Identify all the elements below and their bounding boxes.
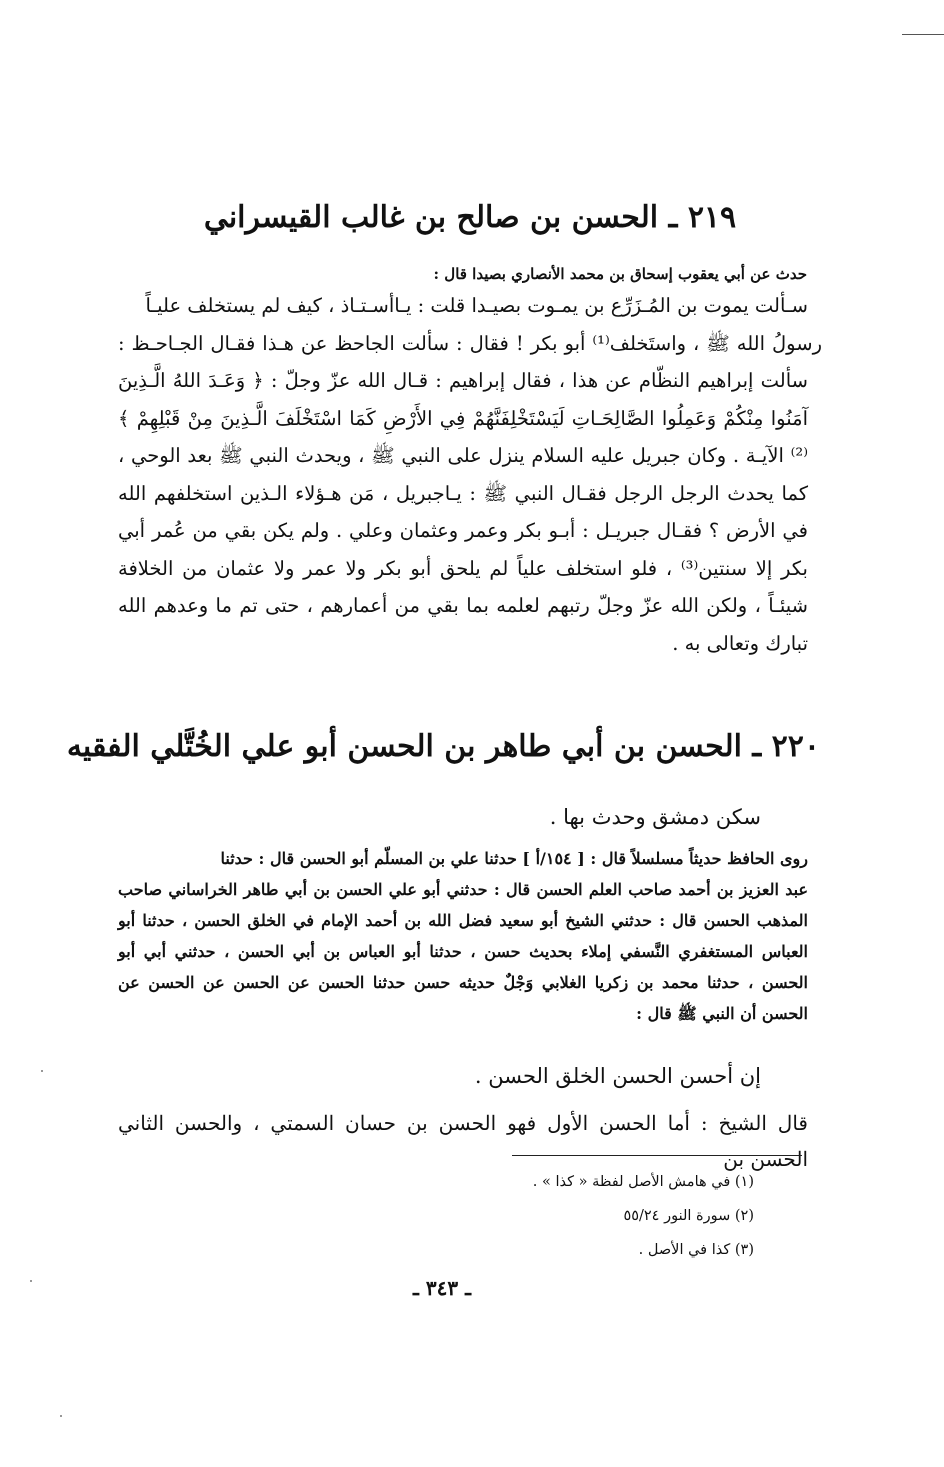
entry-219-paragraph: رسولُ الله ﷺ ، واستَخلف⁽¹⁾ أبو بكر ! فقال : سألت الجاحظ عن هـذا فقـال الجـاحـظ : سألت إبراهيم النظّام عن هذا ، فقال إبراهيم : قـال الله عزّ وجلّ : ﴿ وَعَـدَ اللهُ الَّـذِينَ آمَنُوا مِنْكُمْ وَعَمِلُوا الصَّالِحَـاتِ لَيَسْتَخْلِفَنَّهُمْ فِي الأَرْضِ كَمَا اسْتَخْلَفَ الَّـذِينَ مِنْ قَبْلِهِمْ ﴾⁽²⁾ الآيـة . وكان جبريل عليه السلام ينزل على النبي ﷺ ، ويحدث النبي ﷺ بعد الوحي ، كما يحدث الرجل الرجل فقـال النبي ﷺ : يـاجبريل ، مَن هـؤلاء الـذين استخلفهم الله في الأرض ؟ فقـال جبريـل : أبـو بكر وعمر وعثمان وعلي . ولم يكن بقي من عُمر أبي بكر إلا سنتين⁽³⁾ ، فلو استخلف علياً لم يلحق أبو بكر ولا عمر ولا عثمان من الخلافة شيئـاً ، ولكن الله عزّ وجلّ رتبهم لعلمه بما بقي من أعمارهم ، حتى تم ما وعدهم الله تبارك وتعالى به . [118,331,822,655]
footnote-2: (٢) سورة النور ٥٥/٢٤ [623,1208,754,1224]
footnote-divider [512,1155,802,1156]
narration-paragraph: روى الحافظ حديثاً مسلسلاً قال : [ ١٥٤/أ ] حدثنا علي بن المسلّم أبو الحسن قال : حدثنا [220,849,808,868]
scan-speck [41,1070,43,1072]
page-number: ـ ٣٤٣ ـ [413,1276,471,1300]
scan-speck [30,1280,32,1282]
scan-edge-rule [902,34,944,35]
entry-219-paragraph: سـألت يموت بن المُـزَرِّع بن يمـوت بصيـدا قلت : يـاأسـتـاذ ، كيف لم يستخلف عليـاً [145,294,808,317]
entry-219-heading: ٢١٩ ـ الحسن بن صالح بن غالب القيسراني [203,200,737,235]
entry-219-body [118,287,822,662]
entry-220-intro: سكن دمشق وحدث بها . [549,805,761,829]
footnote-1: (١) في هامش الأصل لفظة « كذا » . [532,1174,754,1190]
entry-220-narration [118,843,808,1029]
footnotes [334,1165,754,1267]
scan-speck [60,1415,62,1417]
hadith-text: إن أحسن الحسن الخلق الحسن . [474,1064,761,1088]
footnote-3: (٣) كذا في الأصل . [638,1242,754,1258]
entry-219-intro: حدث عن أبي يعقوب إسحاق بن محمد الأنصاري بصيدا قال : [433,265,807,283]
shaykh-commentary: قال الشيخ : أما الحسن الأول فهو الحسن بن حسان السمتي ، والحسن الثاني الحسن بن [118,1111,808,1171]
narration-paragraph: عبد العزيز بن أحمد صاحب العلم الحسن قال : حدثني أبو علي الحسن بن أبي طاهر الخراساني صاحب المذهب الحسن قال : حدثني الشيخ أبو سعيد فضل الله بن أحمد الإمام في الخلق الحسن ، حدثنا أبو العباس المستغفري النَّسفي إملاء بحديث حسن ، حدثنا أبو العباس بن أبي الحسن ، حدثني أبي أبو الحسن ، حدثنا محمد بن زكريا الغلابي وَجْلٌ حديثه حسن حدثنا الحسن عن الحسن عن الحسن عن الحسن أن النبي ﷺ قال : [118,880,808,1023]
entry-220-heading: ٢٢٠ ـ الحسن بن أبي طاهر بن الحسن أبو علي الخُتَّلي الفقيه [66,729,820,764]
